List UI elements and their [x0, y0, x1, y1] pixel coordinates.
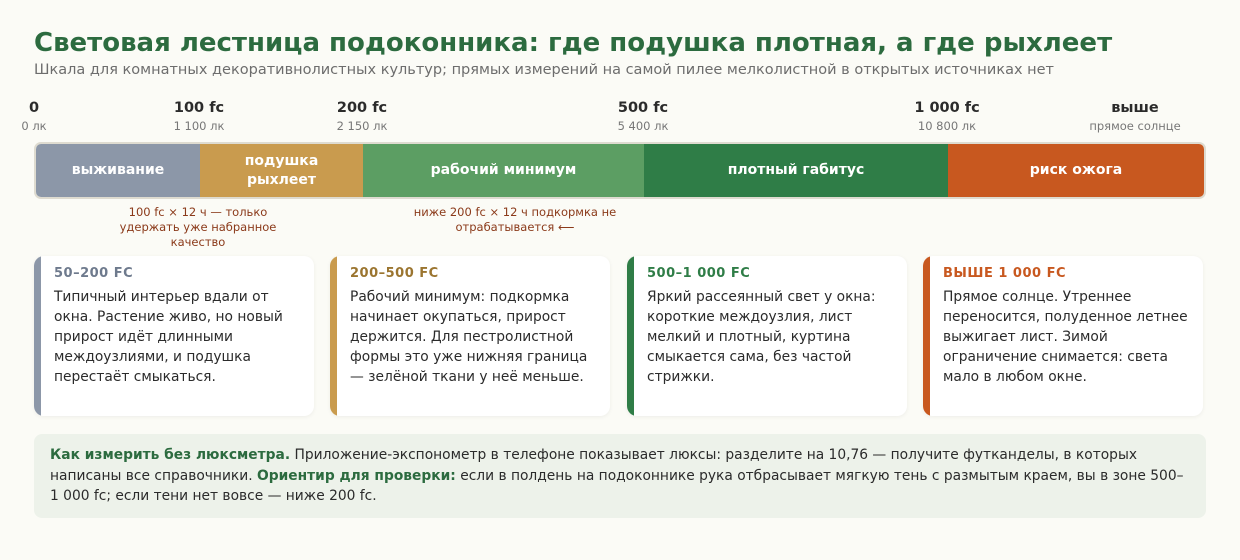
light-scale-bar: [34, 142, 1206, 199]
tick-fc-label: 1 000 fc: [914, 100, 980, 116]
page-subtitle: Шкала для комнатных декоративнолистных культур; прямых измерений на самой пилее мелколистной в открытых источниках нет: [34, 62, 1054, 78]
tick-fc-label: 0: [28, 100, 40, 116]
card-text: Типичный интерьер вдали от окна. Растение живо, но новый прирост идёт длинными междоузлиями, и подушка перестаёт смыкаться.: [54, 289, 283, 385]
tick-lux-label: 10 800 лк: [917, 119, 977, 133]
measurement-tip: [34, 434, 1206, 518]
tip-text-measure: Приложение-экспонометр в телефоне показывает люксы: разделите на 10,76 — получите футканделы, в которых написаны все справочники.: [50, 447, 1137, 484]
scale-tick-200: [292, 100, 432, 133]
note-200fc: ниже 200 fc × 12 ч подкормка не отрабатывается ⟵: [413, 205, 617, 234]
band-survival: [36, 144, 200, 197]
scale-tick-1000: [877, 100, 1017, 133]
scale-tick-500: [573, 100, 713, 133]
card-heading: 500–1 000 FC: [647, 266, 751, 281]
band-cushion-loosens: [200, 144, 363, 197]
card-above-1000: [923, 256, 1203, 416]
tip-lead-check: Ориентир для проверки:: [257, 467, 456, 484]
card-text: Прямое солнце. Утреннее переносится, полуденное летнее выжигает лист. Зимой ограничение снимается: света мало в любом окне.: [943, 289, 1188, 385]
scale-tick-100: [129, 100, 269, 133]
tick-lux-label: 0 лк: [21, 119, 47, 133]
card-text: Яркий рассеянный свет у окна: короткие междоузлия, лист мелкий и плотный, куртина смыкается сама, без частой стрижки.: [647, 289, 876, 385]
card-heading: 50–200 FC: [54, 266, 134, 281]
band-label: рабочий минимум: [430, 162, 577, 179]
band-label: риск ожога: [1029, 162, 1123, 179]
tick-fc-label: выше: [1111, 100, 1159, 116]
band-dense-habit: [644, 144, 948, 197]
tip-text-check: если в полдень на подоконнике рука отбрасывает мягкую тень с размытым краем, вы в зоне 500–1 000 fc; если тени нет вовсе — ниже 200 fc.: [50, 467, 1184, 505]
tip-lead-measure: Как измерить без люксметра.: [50, 447, 291, 463]
tick-lux-label: прямое солнце: [1089, 119, 1181, 133]
band-label: подушка рыхлеет: [244, 153, 319, 188]
scale-tick-above: [1065, 100, 1205, 133]
tick-lux-label: 2 150 лк: [336, 119, 388, 133]
band-working-minimum: [363, 144, 644, 197]
tick-fc-label: 200 fc: [336, 100, 388, 116]
tick-fc-label: 500 fc: [617, 100, 669, 116]
tick-fc-label: 100 fc: [173, 100, 225, 116]
card-50-200: [34, 256, 314, 416]
card-text: Рабочий минимум: подкормка начинает окупаться, прирост держится. Для пестролистной формы это уже нижняя граница — зелёной ткани у неё меньше.: [350, 289, 588, 385]
scale-tick-0: [0, 100, 104, 133]
card-heading: ВЫШЕ 1 000 FC: [943, 266, 1066, 281]
band-label: плотный габитус: [727, 162, 865, 179]
card-500-1000: [627, 256, 907, 416]
tick-lux-label: 5 400 лк: [617, 119, 669, 133]
page-title: Световая лестница подоконника: где подушка плотная, а где рыхлеет: [34, 28, 1113, 58]
card-200-500: [330, 256, 610, 416]
band-label: выживание: [71, 162, 165, 179]
note-100fc: 100 fc × 12 ч — только удержать уже набранное качество: [119, 205, 277, 249]
band-burn-risk: [948, 144, 1204, 197]
tick-lux-label: 1 100 лк: [173, 119, 225, 133]
card-heading: 200–500 FC: [350, 266, 439, 281]
